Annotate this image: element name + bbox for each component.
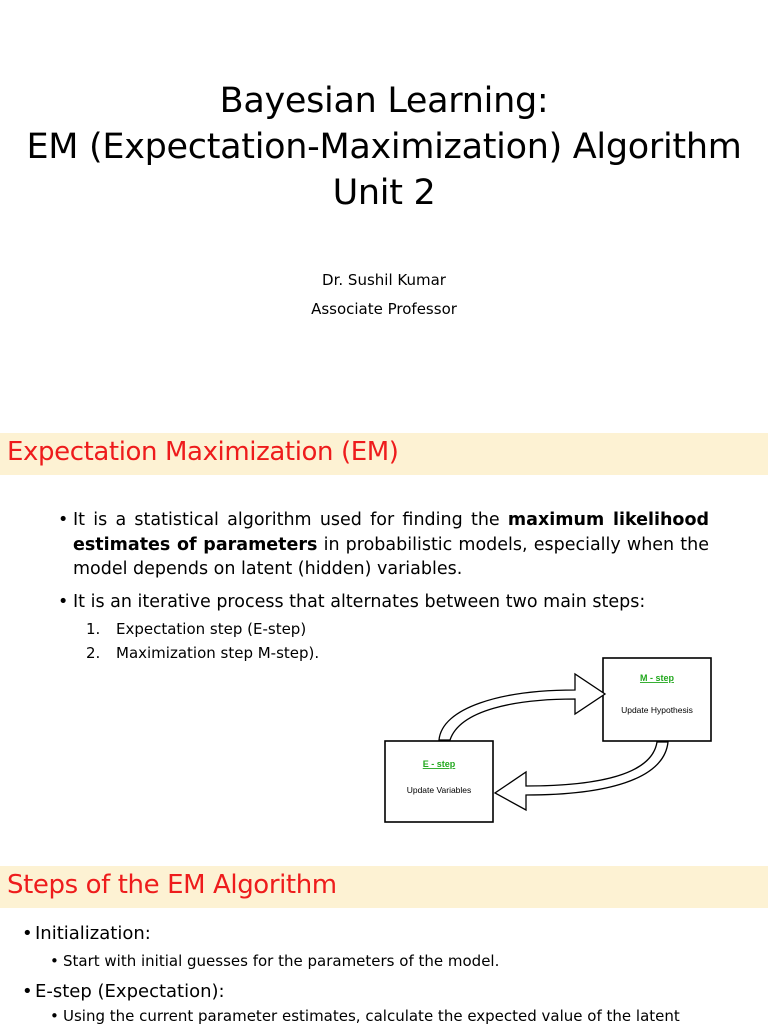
section-heading-banner: [0, 866, 768, 908]
slide-title-line-2: EM (Expectation-Maximization) Algorithm: [26, 127, 742, 167]
bullet-icon: •: [50, 952, 59, 970]
em-cycle-diagram: [380, 652, 720, 828]
bullet-text: It is an iterative process that alternates between two main steps:: [73, 592, 646, 612]
bullet-text-bold: maximum likelihood estimates of parameters: [73, 510, 710, 555]
list-item: [86, 619, 307, 639]
bullet-icon: •: [22, 981, 33, 1002]
section-heading: Steps of the EM Algorithm: [7, 870, 337, 900]
arrow-e-to-m: [439, 674, 605, 740]
e-step-label: Update Variables: [406, 785, 472, 795]
list-text: Maximization step M-step).: [116, 644, 320, 662]
author-role: Associate Professor: [311, 300, 457, 318]
bullet-text-pre: It is a statistical algorithm used for finding the: [73, 510, 508, 530]
list-number: 2.: [86, 644, 101, 662]
bullet-icon: •: [58, 510, 69, 530]
list-item: [50, 1007, 680, 1025]
bullet-text-post: in probabilistic models, especially when the model depends on latent (hidden) variables.: [73, 534, 709, 579]
slide-title-line-3: Unit 2: [332, 173, 436, 213]
step-detail: Using the current parameter estimates, calculate the expected value of the latent: [63, 1007, 680, 1025]
list-item: [22, 981, 225, 1002]
bullet-icon: •: [22, 923, 33, 944]
section-heading-banner: [0, 433, 768, 475]
step-label: E-step (Expectation):: [35, 981, 225, 1002]
slide-title-line-1: Bayesian Learning:: [219, 81, 549, 121]
list-item: [50, 952, 500, 970]
e-step-title: E - step: [422, 759, 456, 769]
author-name: Dr. Sushil Kumar: [322, 271, 446, 289]
list-item: [22, 923, 151, 944]
m-step-label: Update Hypothesis: [621, 705, 693, 715]
title-slide: [0, 0, 768, 420]
list-text: Expectation step (E-step): [116, 620, 307, 638]
bullet-iterative: [58, 590, 733, 615]
m-step-title: M - step: [639, 673, 675, 683]
arrow-m-to-e: [495, 742, 668, 810]
step-label: Initialization:: [35, 923, 151, 944]
bullet-icon: •: [58, 592, 69, 612]
bullet-icon: •: [50, 1007, 59, 1025]
m-step-box: [603, 658, 711, 741]
step-detail: Start with initial guesses for the parameters of the model.: [63, 952, 500, 970]
e-step-box: [385, 741, 493, 822]
list-number: 1.: [86, 620, 101, 638]
list-item: [86, 643, 320, 663]
section-heading: Expectation Maximization (EM): [7, 437, 399, 467]
bullet-definition: [58, 508, 710, 582]
